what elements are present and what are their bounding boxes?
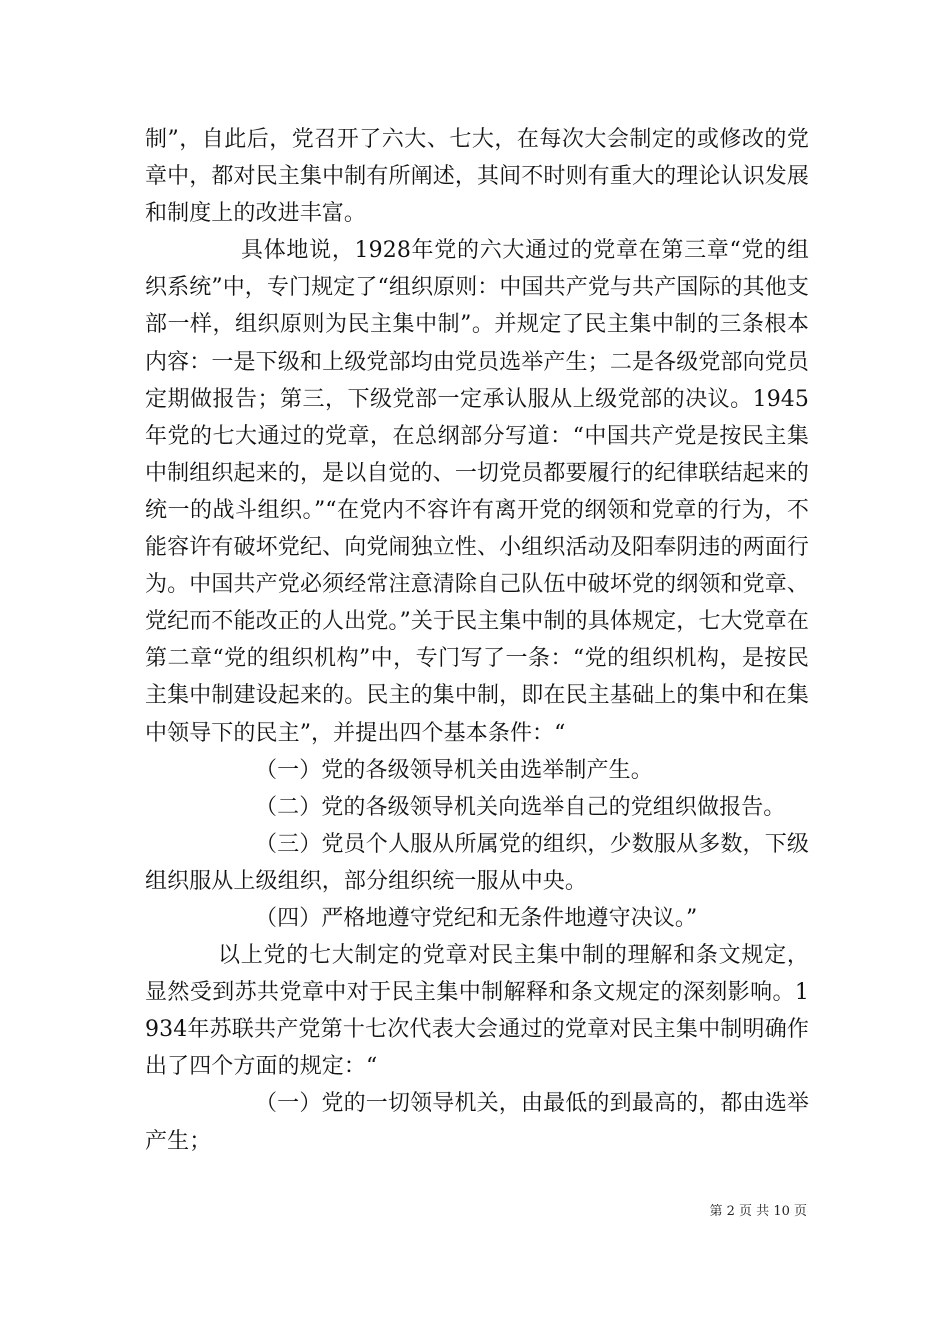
list-item-3: （三）党员个人服从所属党的组织，少数服从多数，下级组织服从上级组织，部分组织统一服从中央。 bbox=[145, 831, 809, 894]
list-item-2: （二）党的各级领导机关向选举自己的党组织做报告。 bbox=[255, 794, 786, 820]
list-item-soviet-1: （一）党的一切领导机关，由最低的到最高的，都由选举产生； bbox=[145, 1091, 809, 1154]
document-body bbox=[145, 121, 809, 1160]
list-item-1: （一）党的各级领导机关由选举制产生。 bbox=[255, 757, 653, 783]
list-item-4: （四）严格地遵守党纪和无条件地遵守决议。” bbox=[255, 905, 698, 931]
paragraph-soviet-influence: 以上党的七大制定的党章对民主集中制的理解和条文规定，显然受到苏共党章中对于民主集中制解释和条文规定的深刻影响。1934年苏联共产党第十七次代表大会通过的党章对民主集中制明确作出了四个方面的规定：“ bbox=[145, 943, 809, 1080]
page-number: 第 2 页 共 10 页 bbox=[709, 1204, 807, 1219]
paragraph-continuation: 制”，自此后，党召开了六大、七大，在每次大会制定的或修改的党章中，都对民主集中制有所阐述，其间不时则有重大的理论认识发展和制度上的改进丰富。 bbox=[145, 127, 809, 227]
paragraph-sixth-seventh-congress: 具体地说，1928年党的六大通过的党章在第三章“党的组织系统”中，专门规定了“组织原则：中国共产党与共产国际的其他支部一样，组织原则为民主集中制”。并规定了民主集中制的三条根本内容：一是下级和上级党部均由党员选举产生；二是各级党部向党员定期做报告；第三，下级党部一定承认服从上级党部的决议。1945年党的七大通过的党章，在总纲部分写道：“中国共产党是按民主集中制组织起来的，是以自觉的、一切党员都要履行的纪律联结起来的统一的战斗组织。”“在党内不容许有离开党的纲领和党章的行为，不能容许有破坏党纪、向党闹独立性、小组织活动及阳奉阴违的两面行为。中国共产党必须经常注意清除自己队伍中破坏党的纲领和党章、党纪而不能改正的人出党。”关于民主集中制的具体规定，七大党章在第二章“党的组织机构”中，专门写了一条：“党的组织机构，是按民主集中制建设起来的。民主的集中制，即在民主基础上的集中和在集中领导下的民主”，并提出四个基本条件：“ bbox=[145, 238, 809, 746]
